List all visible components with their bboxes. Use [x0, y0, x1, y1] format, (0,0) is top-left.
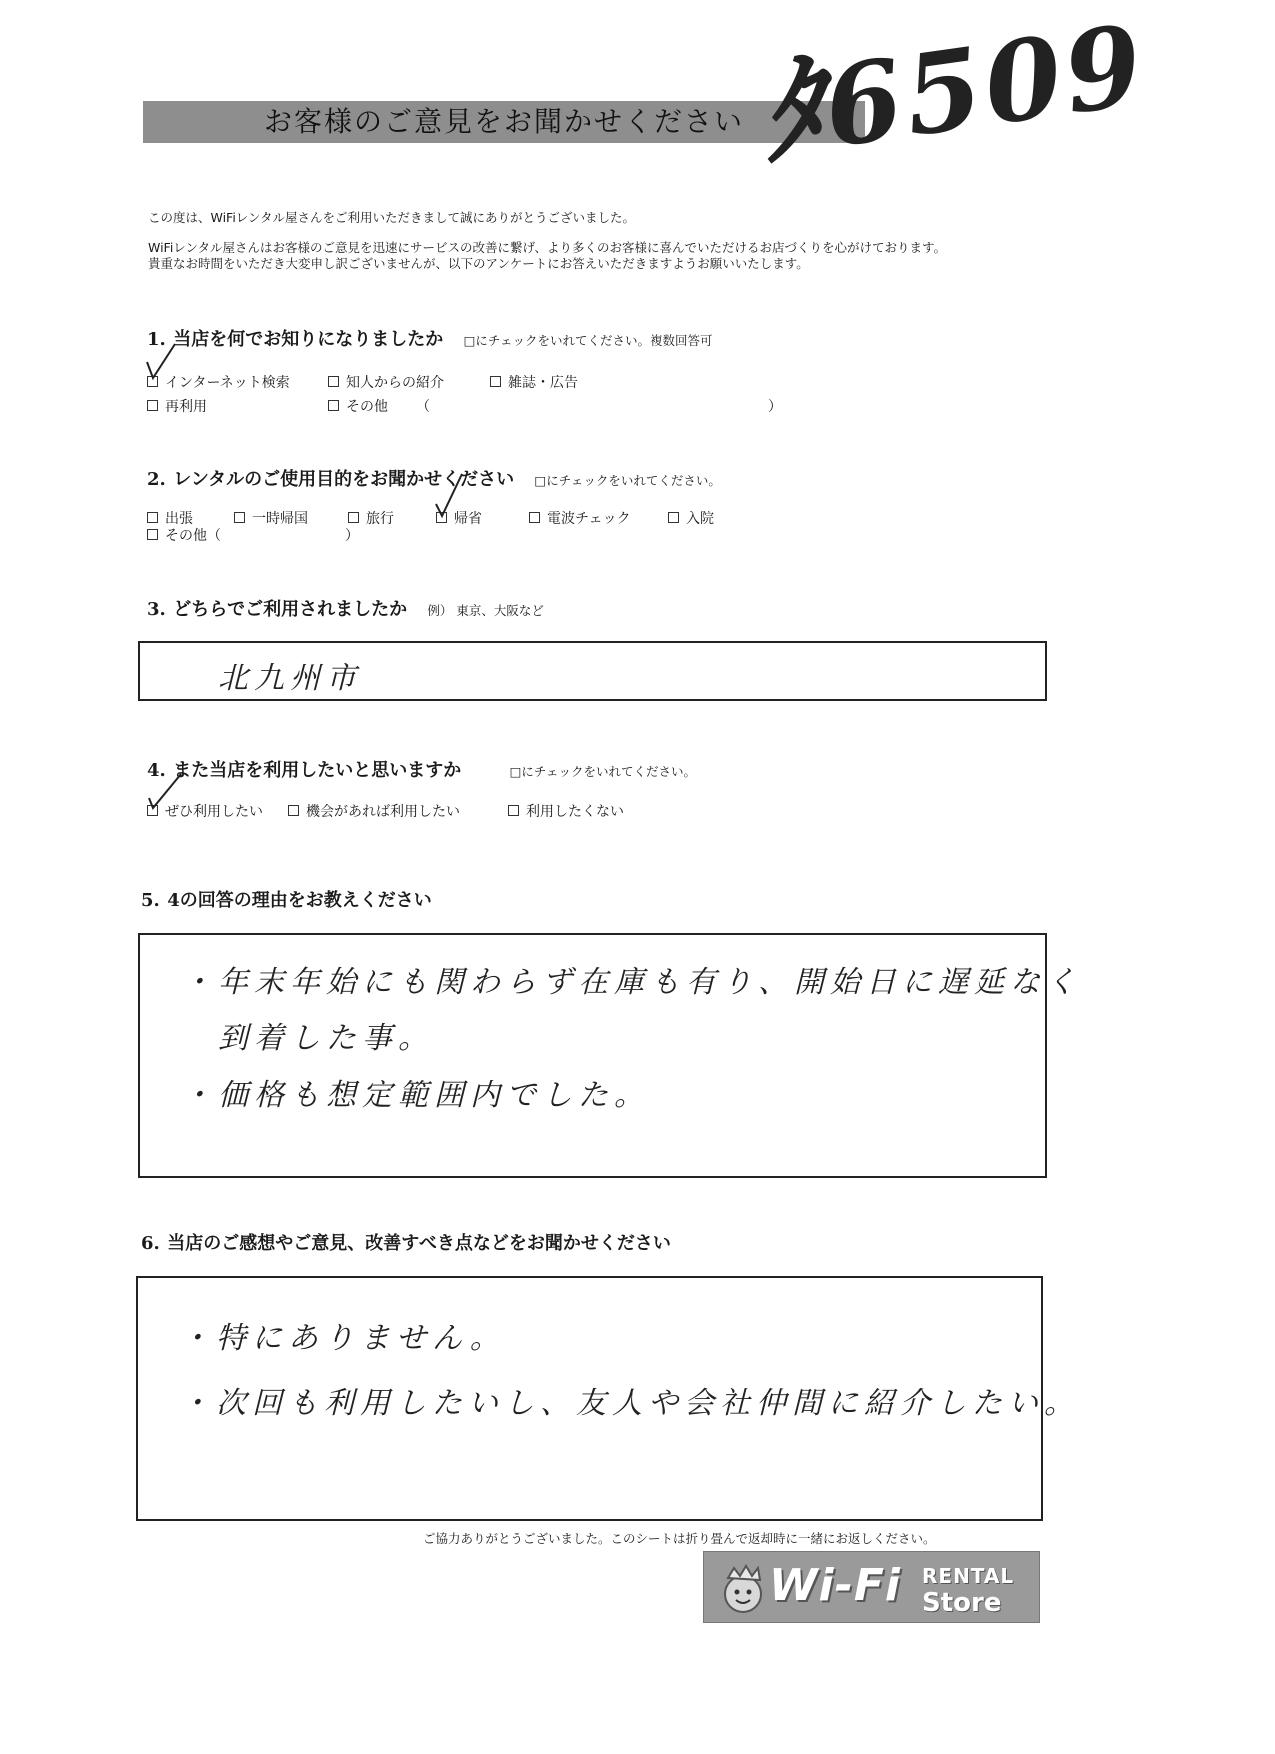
q2-note: □にチェックをいれてください。 [534, 473, 721, 488]
option-label: 出張 [165, 511, 193, 527]
handwritten-id [751, 0, 1154, 185]
q3-heading [147, 595, 544, 621]
q6-answer-box[interactable] [136, 1276, 1080, 1521]
q2-question: レンタルのご使用目的をお聞かせください [173, 469, 515, 490]
logo-rental-text: RENTAL [922, 1564, 1015, 1588]
checkbox[interactable] [348, 512, 359, 523]
q1-option-magazine[interactable] [490, 372, 578, 392]
q5-number: 5. [141, 890, 160, 911]
q5-question: 4の回答の理由をお教えください [167, 890, 432, 911]
q3-answer-box[interactable] [138, 641, 1047, 701]
option-label: 電波チェック [547, 511, 631, 527]
q1-option-other[interactable] [328, 396, 388, 416]
q5-answer-box[interactable] [138, 933, 1082, 1178]
checkmark-icon [432, 470, 466, 520]
q6-number: 6. [141, 1233, 160, 1254]
q2-other-close-paren: ） [345, 528, 359, 544]
checkmark-icon [143, 340, 179, 382]
logo-store-text: Store [922, 1588, 1002, 1618]
q1-option-reuse[interactable] [147, 396, 207, 416]
checkbox[interactable] [490, 376, 501, 387]
checkbox[interactable] [147, 512, 158, 523]
q3-answer: 北九州市 [218, 661, 362, 696]
option-label: 知人からの紹介 [346, 375, 444, 391]
q6-answer-line-2: ・次回も利用したいし、友人や会社仲間に紹介したい。 [180, 1386, 1080, 1421]
q2-option-hospital[interactable] [668, 508, 714, 528]
q5-heading [141, 886, 432, 912]
q4-question: また当店を利用したいと思いますか [173, 760, 462, 781]
survey-title: お客様のご意見をお聞かせください [143, 101, 865, 143]
checkmark-icon [145, 770, 185, 812]
q2-option-return-home[interactable] [234, 508, 308, 528]
q5-answer-line-2: 到着した事。 [218, 1021, 434, 1056]
option-label: 利用したくない [526, 804, 624, 820]
checkbox[interactable] [234, 512, 245, 523]
q1-number: 1. [147, 329, 166, 350]
checkbox[interactable] [288, 805, 299, 816]
q6-question: 当店のご感想やご意見、改善すべき点などをお聞かせください [167, 1233, 671, 1254]
option-label: インターネット検索 [165, 375, 290, 391]
intro-line-2: WiFiレンタル屋さんはお客様のご意見を迅速にサービスの改善に繋げ、より多くのお客様に喜んでいただけるお店づくりを心がけております。 [148, 240, 947, 255]
q1-heading [147, 325, 713, 351]
q1-option-referral[interactable] [328, 372, 444, 392]
q1-other-close-paren: ） [768, 399, 782, 415]
option-label: 一時帰国 [252, 511, 308, 527]
checkbox[interactable] [147, 400, 158, 411]
option-label: 機会があれば利用したい [306, 804, 460, 820]
q2-option-signal-check[interactable] [529, 508, 631, 528]
option-label: その他（ [165, 528, 221, 544]
wifi-rental-store-logo [703, 1551, 1040, 1623]
q4-heading [147, 756, 696, 782]
q6-heading [141, 1229, 671, 1255]
q1-question: 当店を何でお知りになりましたか [173, 329, 444, 350]
intro-line-3: 貴重なお時間をいただき大変申し訳ございませんが、以下のアンケートにお答えいただきますようお願いいたします。 [148, 256, 809, 271]
q4-option-if-chance[interactable] [288, 801, 460, 821]
option-label: 帰省 [454, 511, 482, 527]
q5-answer-line-1: ・年末年始にも関わらず在庫も有り、開始日に遅延なく [182, 965, 1082, 1000]
q1-other-open-paren: （ [416, 399, 430, 415]
mascot-icon [716, 1562, 770, 1616]
q5-answer-line-3: ・価格も想定範囲内でした。 [182, 1078, 650, 1113]
intro-line-1: この度は、WiFiレンタル屋さんをご利用いただきまして誠にありがとうございました。 [148, 210, 636, 225]
option-label: 雑誌・広告 [508, 375, 578, 391]
q3-number: 3. [147, 599, 166, 620]
checkbox[interactable] [508, 805, 519, 816]
handwritten-scribble: ﾀ [751, 35, 835, 185]
q2-number: 2. [147, 469, 166, 490]
footer-note: ご協力ありがとうございました。このシートは折り畳んで返却時に一緒にお返しください。 [423, 1531, 936, 1546]
checkbox[interactable] [147, 529, 158, 540]
q4-option-no[interactable] [508, 801, 624, 821]
option-label: 旅行 [366, 511, 394, 527]
option-label: ぜひ利用したい [165, 804, 263, 820]
option-label: その他 [346, 399, 388, 415]
checkbox[interactable] [529, 512, 540, 523]
handwritten-id-number: 6509 [816, 0, 1154, 173]
checkbox[interactable] [328, 376, 339, 387]
logo-wifi-text: Wi-Fi [769, 1560, 902, 1611]
q1-note: □にチェックをいれてください。複数回答可 [463, 333, 713, 348]
q4-note: □にチェックをいれてください。 [509, 764, 696, 779]
q3-question: どちらでご利用されましたか [173, 599, 408, 620]
q6-answer-line-1: ・特にありません。 [180, 1321, 506, 1356]
option-label: 再利用 [165, 399, 207, 415]
option-label: 入院 [686, 511, 714, 527]
checkbox[interactable] [328, 400, 339, 411]
q3-example: 例） 東京、大阪など [427, 603, 544, 618]
q2-option-other[interactable] [147, 525, 221, 545]
q4-number: 4. [147, 760, 166, 781]
checkbox[interactable] [668, 512, 679, 523]
